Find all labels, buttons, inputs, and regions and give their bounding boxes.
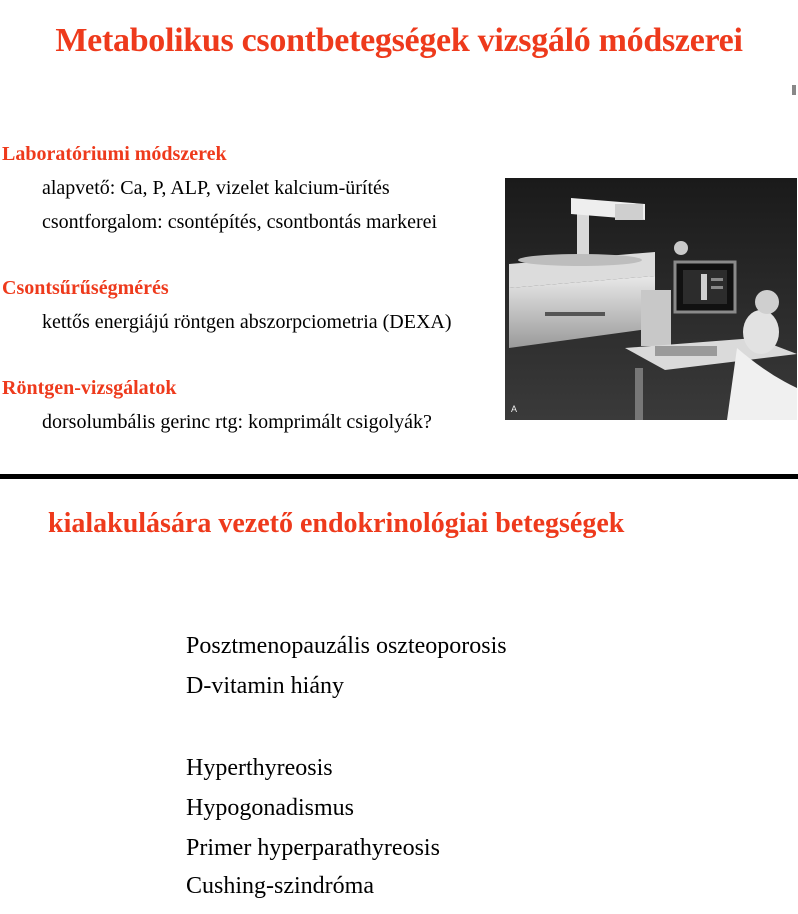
xray-line-spine: dorsolumbális gerinc rtg: komprimált csigolyák? <box>42 411 432 433</box>
lab-line-basic: alapvető: Ca, P, ALP, vizelet kalcium-ürítés <box>42 177 390 199</box>
slide-divider <box>0 474 798 479</box>
disease-item: D-vitamin hiány <box>186 673 344 699</box>
section-heading-density: Csontsűrűségmérés <box>2 277 169 299</box>
disease-item: Cushing-szindróma <box>186 873 374 899</box>
disease-item: Posztmenopauzális oszteoporosis <box>186 633 507 659</box>
slide2-title: kialakulására vezető endokrinológiai betegségek <box>48 508 625 539</box>
section-heading-xray: Röntgen-vizsgálatok <box>2 377 177 399</box>
disease-item: Primer hyperparathyreosis <box>186 835 440 861</box>
slide-title: Metabolikus csontbetegségek vizsgáló módszerei <box>55 22 743 59</box>
dexa-scanner-photo <box>505 178 797 420</box>
scroll-marker <box>792 85 796 95</box>
photo-letter: A <box>511 404 518 414</box>
section-heading-lab: Laboratóriumi módszerek <box>2 143 227 165</box>
disease-item: Hyperthyreosis <box>186 755 333 781</box>
density-line-dexa: kettős energiájú röntgen abszorpciometria (DEXA) <box>42 311 452 333</box>
disease-item: Hypogonadismus <box>186 795 354 821</box>
lab-line-turnover: csontforgalom: csontépítés, csontbontás markerei <box>42 211 438 233</box>
